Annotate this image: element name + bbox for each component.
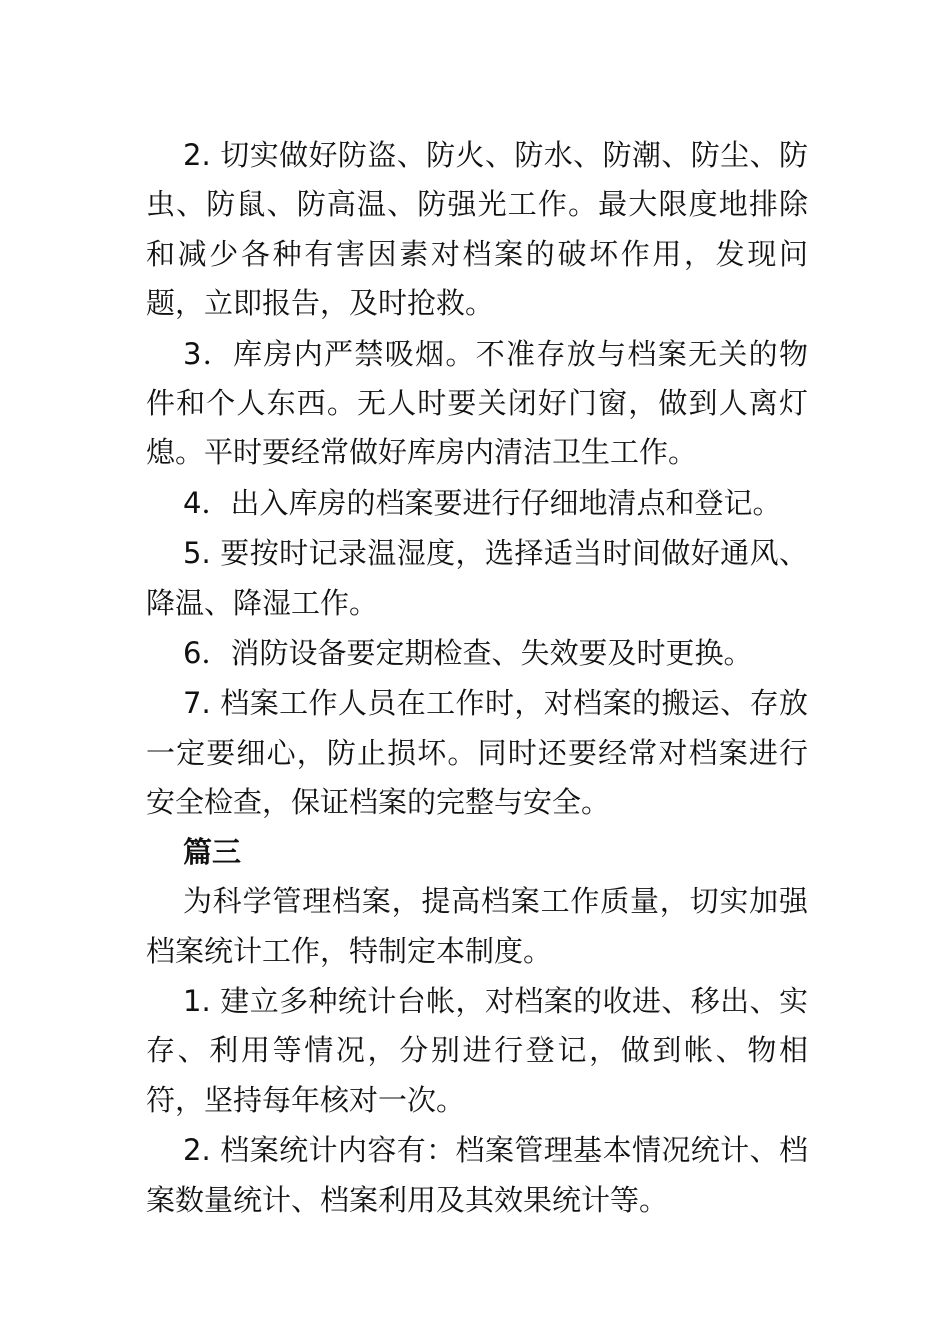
- paragraph-item-4: 4．出入库房的档案要进行仔细地清点和登记。: [183, 485, 782, 520]
- section-item-1: 1. 建立多种统计台帐，对档案的收进、移出、实存、利用等情况，分别进行登记，做到帐、物相符，坚持每年核对一次。: [146, 983, 808, 1117]
- section-intro-paragraph: 为科学管理档案，提高档案工作质量，切实加强档案统计工作，特制定本制度。: [146, 884, 808, 968]
- paragraph-item-3: 3．库房内严禁吸烟。不准存放与档案无关的物件和个人东西。无人时要关闭好门窗，做到人离灯熄。平时要经常做好库房内清洁卫生工作。: [146, 336, 808, 470]
- paragraph-item-5: 5. 要按时记录温湿度，选择适当时间做好通风、降温、降湿工作。: [146, 536, 808, 620]
- section-item-2: 2. 档案统计内容有：档案管理基本情况统计、档案数量统计、档案利用及其效果统计等。: [146, 1133, 808, 1217]
- section-heading: 篇三: [183, 834, 242, 869]
- document-page: [146, 131, 808, 1225]
- paragraph-item-2: 2. 切实做好防盗、防火、防水、防潮、防尘、防虫、防鼠、防高温、防强光工作。最大限度地排除和减少各种有害因素对档案的破坏作用，发现问题，立即报告，及时抢救。: [146, 138, 808, 321]
- paragraph-item-6: 6．消防设备要定期检查、失效要及时更换。: [183, 636, 753, 671]
- paragraph-item-7: 7. 档案工作人员在工作时，对档案的搬运、存放一定要细心，防止损坏。同时还要经常对档案进行安全检查，保证档案的完整与安全。: [146, 686, 808, 820]
